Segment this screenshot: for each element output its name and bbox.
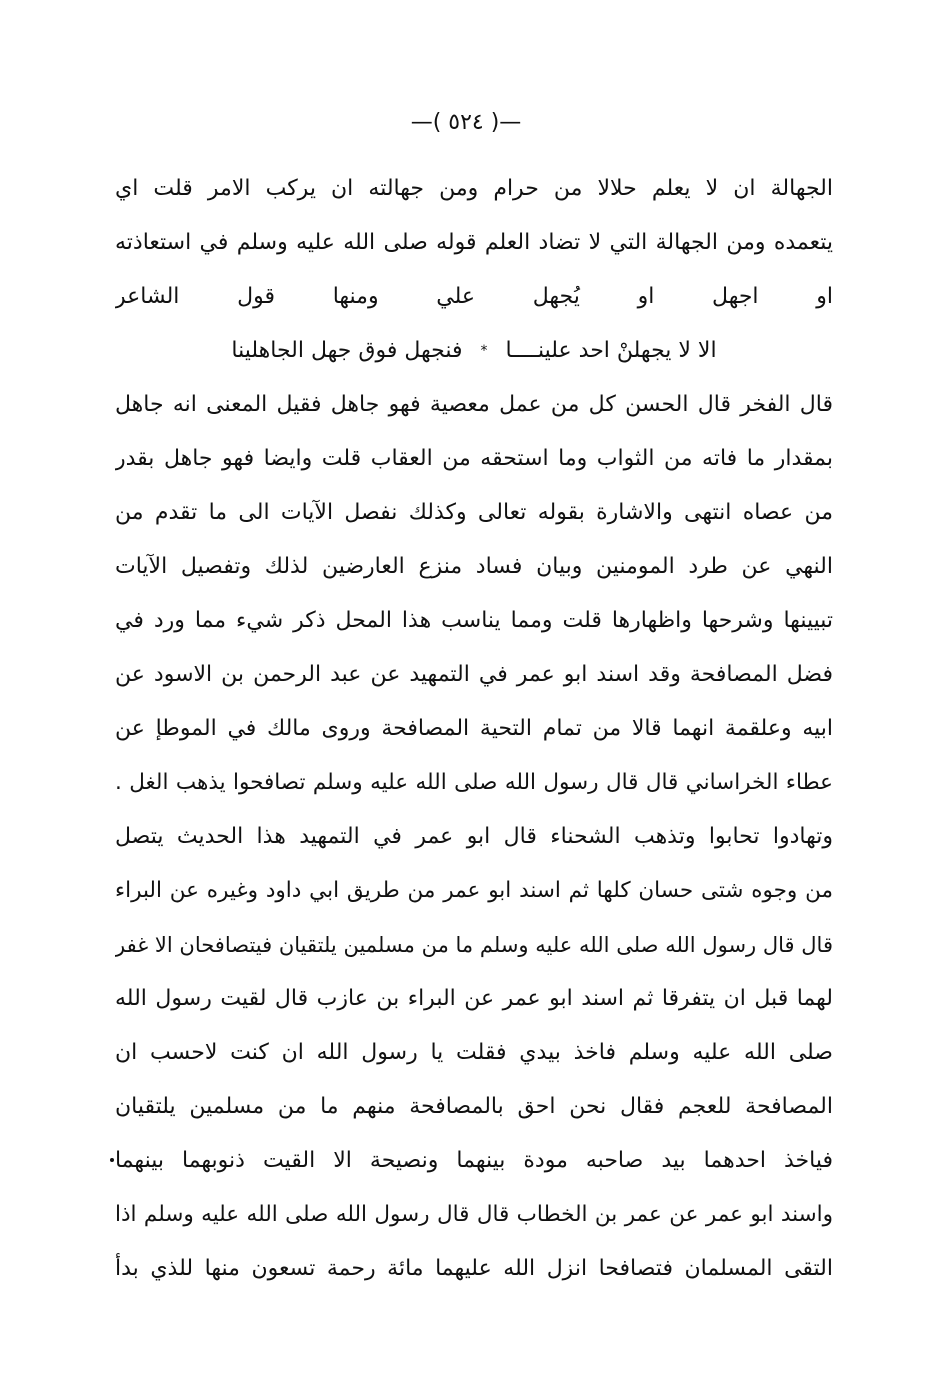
ink-dot xyxy=(110,1158,114,1162)
text-line: عطاء الخراساني قال قال رسول الله صلى الله عليه وسلم تصافحوا يذهب الغل . xyxy=(115,770,833,795)
text-line: قال الفخر قال الحسن كل من عمل معصية فهو جاهل فقيل المعنى انه جاهل xyxy=(115,392,833,417)
text-line: التقى المسلمان فتصافحا انزل الله عليهما مائة رحمة تسعون منها للذي بدأ xyxy=(115,1256,833,1281)
text-line: وتهادوا تحابوا وتذهب الشحناء قال ابو عمر في التمهيد هذا الحديث يتصل xyxy=(115,824,833,849)
text-line: المصافحة للعجم فقال نحن احق بالمصافحة منهم ما من مسلمين يلتقيان xyxy=(115,1094,833,1119)
text-line: فياخذ احدهما بيد صاحبه مودة بينهما ونصيحة الا القيت ذنوبهما بينهما xyxy=(115,1148,833,1173)
text-line: ابيه وعلقمة انهما قالا من تمام التحية المصافحة وروى مالك في الموطإ عن xyxy=(115,716,833,741)
text-line: النهي عن طرد المومنين وبيان فساد منزع العارضين لذلك وتفصيل الآيات xyxy=(115,554,833,579)
text-line: فضل المصافحة وقد اسند ابو عمر في التمهيد عن عبد الرحمن بن الاسود عن xyxy=(115,662,833,687)
verse-second-hemistich: فنجهل فوق جهل الجاهلينا xyxy=(231,338,463,363)
verse-separator-icon: * xyxy=(480,343,488,359)
text-line: الجهالة ان لا يعلم حلالا من حرام ومن جهالته ان يركب الامر قلت اي xyxy=(115,176,833,201)
text-line: واسند ابو عمر عن عمر بن الخطاب قال قال رسول الله صلى الله عليه وسلم اذا xyxy=(115,1202,833,1227)
text-line: صلى الله عليه وسلم فاخذ بيدي فقلت يا رسول الله ان كنت لاحسب ان xyxy=(115,1040,833,1065)
text-line: من وجوه شتى حسان كلها ثم اسند ابو عمر من طريق ابي داود وغيره عن البراء xyxy=(115,878,833,903)
text-line: او اجهل او يُجهل علي ومنها قول الشاعر xyxy=(115,284,833,309)
poetry-verse xyxy=(115,324,833,378)
text-line: بمقدار ما فاته من الثواب وما استحقه من العقاب قلت وايضا فهو جاهل بقدر xyxy=(115,446,833,471)
text-line: قال قال رسول الله صلى الله عليه وسلم ما من مسلمين يلتقيان فيتصافحان الا غفر xyxy=(115,933,833,957)
page-number: —( ٥٢٤ )— xyxy=(410,110,522,135)
text-line: تبيينها وشرحها واظهارها قلت ومما يناسب هذا المحل ذكر شيء مما ورد في xyxy=(115,608,833,633)
verse-first-hemistich: الا لا يجهلنْ احد علينــــا xyxy=(505,338,717,363)
text-line: لهما قبل ان يتفرقا ثم اسند ابو عمر عن البراء بن عازب قال لقيت رسول الله xyxy=(115,986,833,1011)
text-line: من عصاه انتهى والاشارة بقوله تعالى وكذلك نفصل الآيات الى ما تقدم من xyxy=(115,500,833,525)
body-text xyxy=(115,162,833,1296)
text-line: يتعمده ومن الجهالة التي لا تضاد العلم قوله صلى الله عليه وسلم في استعاذته xyxy=(115,230,833,255)
